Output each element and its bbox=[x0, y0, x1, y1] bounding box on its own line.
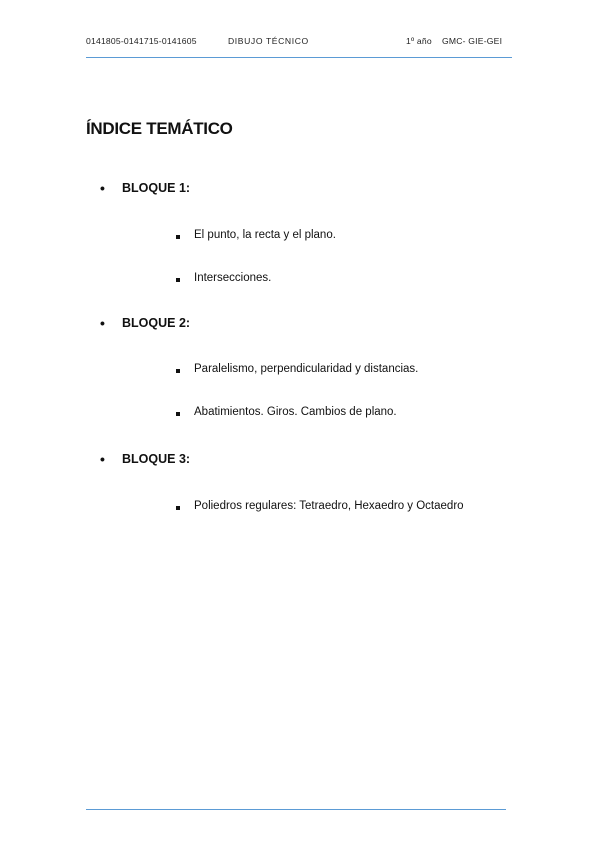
page-header bbox=[86, 36, 512, 50]
block-label: BLOQUE 3: bbox=[122, 452, 191, 466]
list-item-text: El punto, la recta y el plano. bbox=[194, 229, 336, 241]
course-codes: 0141805-0141715-0141605 bbox=[86, 36, 197, 46]
bullet-icon: • bbox=[100, 180, 105, 196]
list-item-text: Intersecciones. bbox=[194, 272, 272, 284]
subject-name: DIBUJO TÉCNICO bbox=[228, 36, 309, 46]
list-item-text: Poliedros regulares: Tetraedro, Hexaedro y Octaedro bbox=[194, 500, 464, 512]
degree-codes: GMC- GIE-GEI bbox=[442, 36, 503, 46]
bullet-icon: • bbox=[100, 315, 105, 331]
square-bullet-icon bbox=[176, 369, 180, 373]
footer-divider bbox=[86, 809, 506, 810]
list-item-text: Abatimientos. Giros. Cambios de plano. bbox=[194, 406, 397, 418]
bullet-icon: • bbox=[100, 451, 105, 467]
list-item-text: Paralelismo, perpendicularidad y distancias. bbox=[194, 363, 419, 375]
square-bullet-icon bbox=[176, 235, 180, 239]
page-title: ÍNDICE TEMÁTICO bbox=[86, 119, 233, 138]
square-bullet-icon bbox=[176, 412, 180, 416]
header-divider bbox=[86, 57, 512, 58]
block-label: BLOQUE 1: bbox=[122, 181, 191, 195]
course-year: 1º año bbox=[406, 36, 432, 46]
square-bullet-icon bbox=[176, 506, 180, 510]
square-bullet-icon bbox=[176, 278, 180, 282]
block-label: BLOQUE 2: bbox=[122, 316, 191, 330]
